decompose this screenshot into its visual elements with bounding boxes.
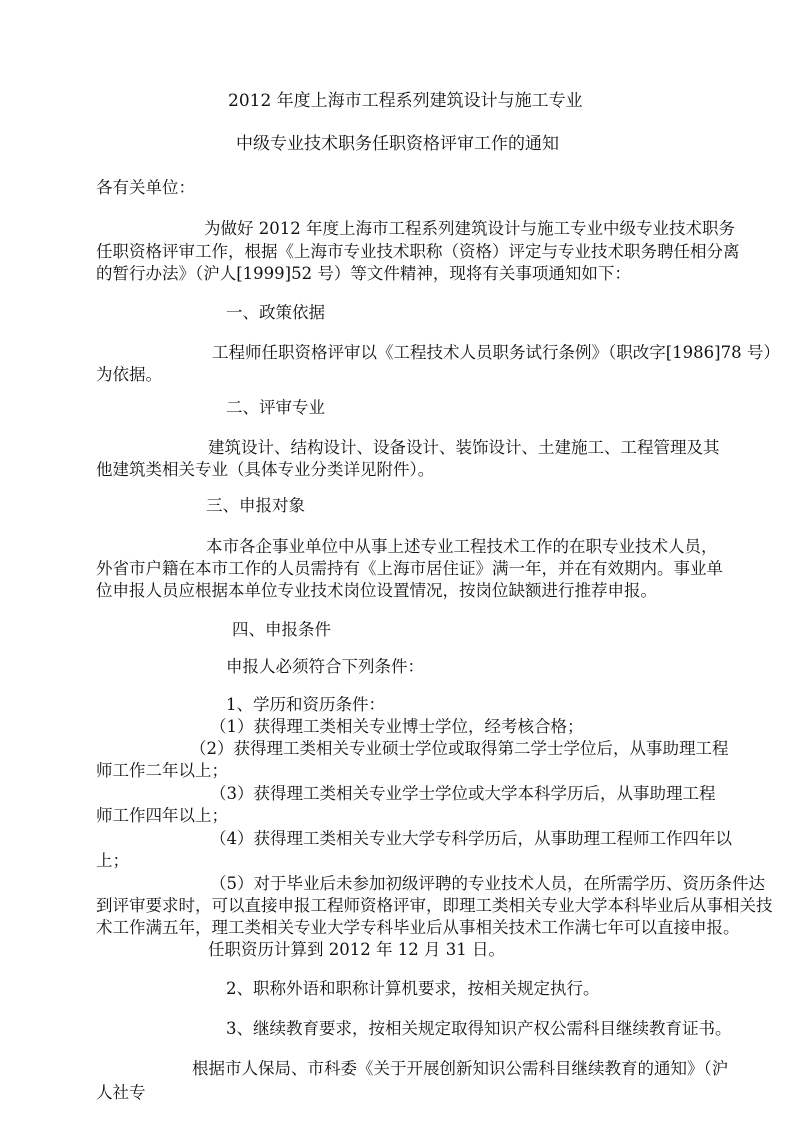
section-1-line-2: 为依据。 (96, 365, 162, 384)
condition-2: 2、职称外语和职称计算机要求，按相关规定执行。 (226, 979, 600, 998)
condition-1-item-5-cont-2: 术工作满五年，理工类相关专业大学专科毕业后从事相关技术工作满七年可以直接申报。 (96, 918, 740, 937)
condition-1-heading: 1、学历和资历条件： (226, 695, 385, 714)
title-line-2: 中级专业技术职务任职资格评审工作的通知 (236, 134, 559, 154)
title-line-1: 2012 年度上海市工程系列建筑设计与施工专业 (228, 91, 583, 111)
section-2-line-2: 他建筑类相关专业（具体专业分类详见附件）。 (96, 460, 435, 479)
condition-1-item-1: （1）获得理工类相关专业博士学位，经考核合格； (210, 717, 584, 736)
condition-1-item-4-cont: 上； (96, 851, 129, 870)
intro-line-2: 任职资格评审工作，根据《上海市专业技术职称（资格）评定与专业技术职务聘任相分离 (96, 242, 740, 261)
salutation: 各有关单位： (96, 178, 195, 197)
intro-line-1: 为做好 2012 年度上海市工程系列建筑设计与施工专业中级专业技术职务 (204, 219, 735, 238)
closing-line-2: 人社专 (96, 1083, 146, 1102)
condition-1-item-2-cont: 师工作二年以上； (96, 761, 228, 780)
section-3-line-1: 本市各企事业单位中从事上述专业工程技术工作的在职专业技术人员， (206, 537, 718, 556)
condition-1-tenure-note: 任职资历计算到 2012 年 12 月 31 日。 (208, 940, 505, 959)
section-2-line-1: 建筑设计、结构设计、设备设计、装饰设计、土建施工、工程管理及其 (208, 438, 720, 457)
section-3-line-2: 外省市户籍在本市工作的人员需持有《上海市居住证》满一年，并在有效期内。事业单 (96, 559, 723, 578)
section-4-intro: 申报人必须符合下列条件： (226, 657, 424, 676)
section-2-heading: 二、评审专业 (226, 398, 325, 417)
section-1-line-1: 工程师任职资格评审以《工程技术人员职务试行条例》（职改字[1986]78 号） (212, 343, 780, 362)
condition-1-item-3-cont: 师工作四年以上； (96, 806, 228, 825)
closing-line-1: 根据市人保局、市科委《关于开展创新知识公需科目继续教育的通知》（沪 (192, 1059, 729, 1078)
intro-line-3: 的暂行办法》（沪人[1999]52 号）等文件精神，现将有关事项通知如下： (96, 264, 631, 283)
section-3-line-3: 位申报人员应根据本单位专业技术岗位设置情况，按岗位缺额进行推荐申报。 (96, 581, 657, 600)
condition-1-item-5-cont-1: 到评审要求时，可以直接申报工程师资格评审，即理工类相关专业大学本科毕业后从事相关技 (96, 896, 773, 915)
section-1-heading: 一、政策依据 (226, 303, 325, 322)
condition-1-item-5: （5）对于毕业后未参加初级评聘的专业技术人员，在所需学历、资历条件达 (210, 874, 765, 893)
condition-1-item-2: （2）获得理工类相关专业硕士学位或取得第二学士学位后，从事助理工程 (190, 739, 729, 758)
section-4-heading: 四、申报条件 (232, 620, 331, 639)
condition-1-item-4: （4）获得理工类相关专业大学专科学历后，从事助理工程师工作四年以 (210, 829, 732, 848)
section-3-heading: 三、申报对象 (206, 496, 305, 515)
condition-1-item-3: （3）获得理工类相关专业学士学位或大学本科学历后，从事助理工程 (210, 784, 716, 803)
condition-3: 3、继续教育要求，按相关规定取得知识产权公需科目继续教育证书。 (226, 1019, 732, 1038)
